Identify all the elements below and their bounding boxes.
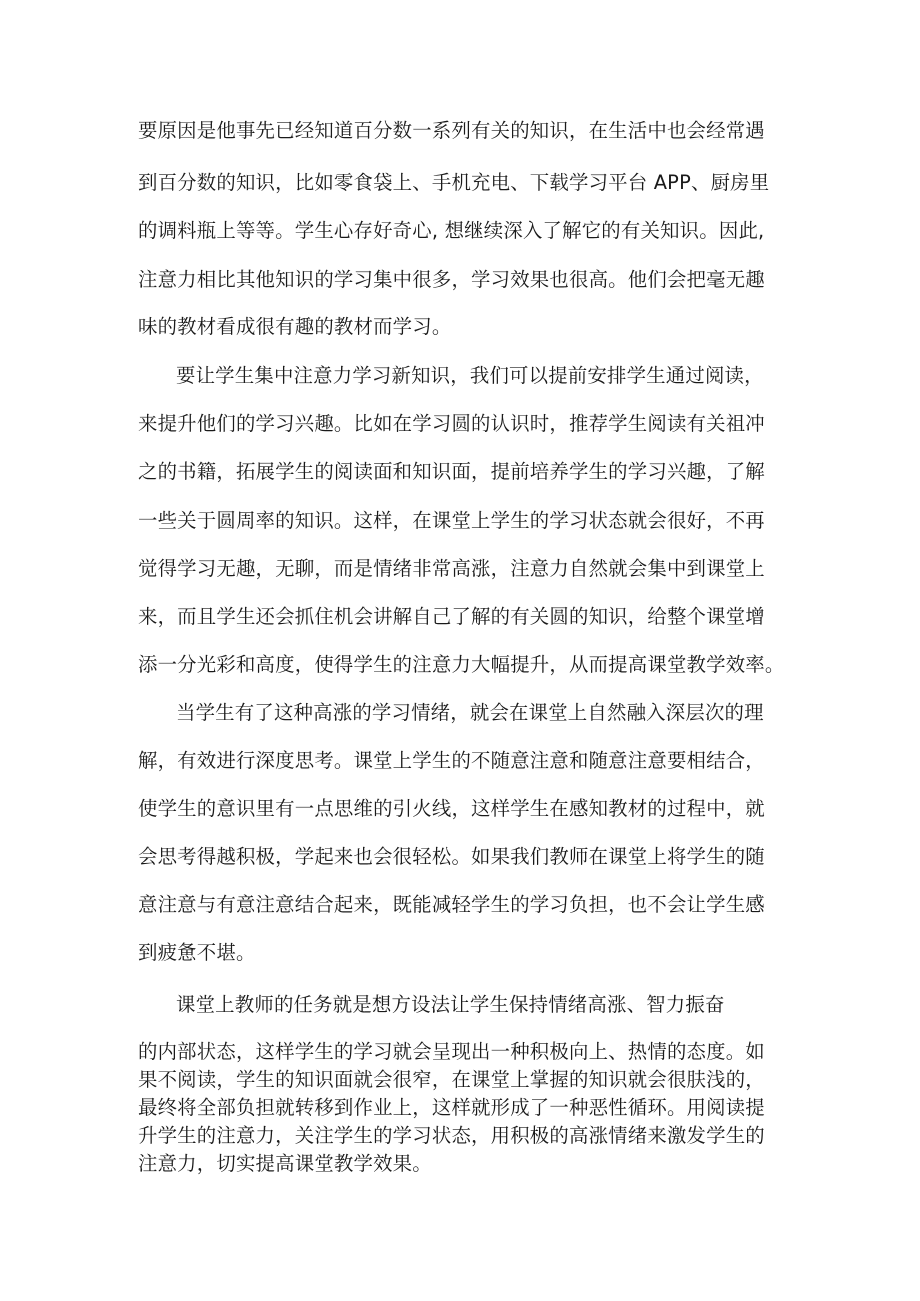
text-line: 之的书籍，拓展学生的阅读面和知识面，提前培养学生的学习兴趣，了解 <box>138 460 765 483</box>
text-line: 的内部状态，这样学生的学习就会呈现出一种积极向上、热情的态度。如 <box>138 1040 765 1063</box>
text-line: 的调料瓶上等等。学生心存好奇心, 想继续深入了解它的有关知识。因此, <box>138 219 765 242</box>
text-line: 会思考得越积极，学起来也会很轻松。如果我们教师在课堂上将学生的随 <box>138 845 765 868</box>
text-line: 到疲惫不堪。 <box>138 941 256 964</box>
text-line: 升学生的注意力，关注学生的学习状态，用积极的高涨情绪来激发学生的 <box>138 1124 765 1147</box>
text-line: 意注意与有意注意结合起来，既能减轻学生的学习负担，也不会让学生感 <box>138 893 765 916</box>
paragraph-first-line: 要让学生集中注意力学习新知识，我们可以提前安排学生通过阅读， <box>176 364 764 387</box>
text-line: 来，而且学生还会抓住机会讲解自己了解的有关圆的知识，给整个课堂增 <box>138 605 765 628</box>
text-line: 来提升他们的学习兴趣。比如在学习圆的认识时，推荐学生阅读有关祖冲 <box>138 412 765 435</box>
text-line: 要原因是他事先已经知道百分数一系列有关的知识，在生活中也会经常遇 <box>138 119 765 142</box>
text-line: 最终将全部负担就转移到作业上，这样就形成了一种恶性循环。用阅读提 <box>138 1096 765 1119</box>
text-line: 果不阅读，学生的知识面就会很窄，在课堂上掌握的知识就会很肤浅的， <box>138 1068 765 1091</box>
text-line: 一些关于圆周率的知识。这样，在课堂上学生的学习状态就会很好，不再 <box>138 509 765 532</box>
text-line: 注意力相比其他知识的学习集中很多，学习效果也很高。他们会把毫无趣 <box>138 268 765 291</box>
paragraph-first-line: 课堂上教师的任务就是想方设法让学生保持情绪高涨、智力振奋 <box>176 993 725 1016</box>
text-line: 注意力，切实提高课堂教学效果。 <box>138 1152 432 1175</box>
text-line: 添一分光彩和高度，使得学生的注意力大幅提升，从而提高课堂教学效率。 <box>138 653 785 676</box>
text-line: 觉得学习无趣，无聊，而是情绪非常高涨，注意力自然就会集中到课堂上 <box>138 557 765 580</box>
text-line: 使学生的意识里有一点思维的引火线，这样学生在感知教材的过程中，就 <box>138 797 765 820</box>
text-line: 到百分数的知识，比如零食袋上、手机充电、下载学习平台 APP、厨房里 <box>138 171 770 194</box>
text-line: 解，有效进行深度思考。课堂上学生的不随意注意和随意注意要相结合， <box>138 749 765 772</box>
paragraph-first-line: 当学生有了这种高涨的学习情绪，就会在课堂上自然融入深层次的理 <box>176 701 764 724</box>
closing-paragraph <box>138 1038 798 1178</box>
text-line: 味的教材看成很有趣的教材而学习。 <box>138 315 452 338</box>
